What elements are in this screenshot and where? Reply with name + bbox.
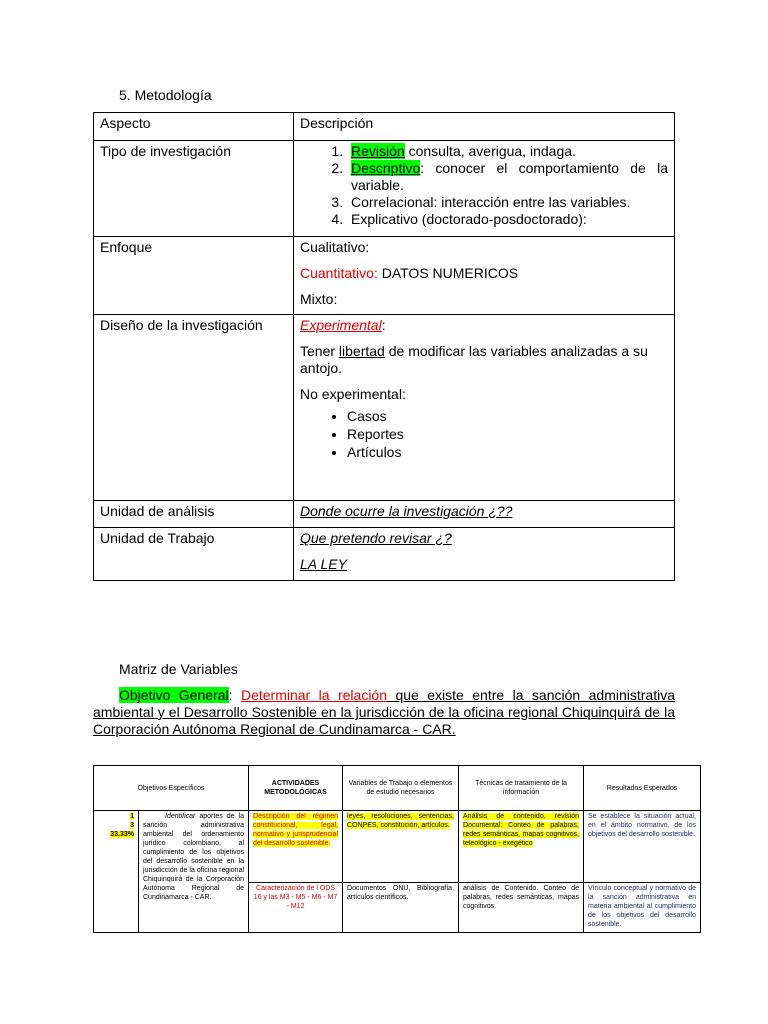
row-diseno <box>94 315 675 501</box>
actividad-1-text: Descripción del régimen constitucional, legal, normativo y jurisprudencial del desarrollo sostenible. <box>253 813 339 847</box>
unidad-analisis-value: Donde ocurre la investigación ¿?? <box>300 503 513 519</box>
row-tipo <box>94 141 675 237</box>
header-objetivos: Objetivos Específicos <box>94 766 249 811</box>
no-experimental-list <box>300 407 668 461</box>
row-number-cell <box>94 811 139 933</box>
list-item: • Reportes <box>347 425 668 443</box>
matriz-title: Matriz de Variables <box>119 661 238 677</box>
row-percent: 33.33% <box>110 831 134 838</box>
cuantitativo-key: Cuantitativo: <box>300 265 378 281</box>
table-header-row <box>94 113 675 141</box>
row-unidad-analisis <box>94 501 675 528</box>
explicativo: Explicativo (doctorado-posdoctorado): <box>351 211 587 227</box>
header-aspecto: Aspecto <box>94 113 294 141</box>
actividad-1 <box>249 811 343 883</box>
tener-b: de modificar las variables analizadas a su antojo. <box>300 343 648 376</box>
determinar-relacion: Determinar la relación <box>240 687 387 703</box>
actividad-2: Caracterización de l ODS 16 y las M3 - M5 - M6 - M7 - M12 <box>249 883 343 933</box>
tener-libertad <box>300 343 668 377</box>
row-number: 1 <box>130 813 134 820</box>
variable-2: Documentos ONU, Bibliografía, artículos científicos. <box>343 883 459 933</box>
objetivo-especifico-text: aportes de la sanción administrativa ambiental del ordenamiento jurídico colombiano, al cumplimiento de los objetivos del desarrollo sostenible en la jurisdicción de la oficina regional Chiquinquirá de la Corporación Autónoma Regional de Cundinamarca - CAR. <box>143 813 245 901</box>
row-enfoque <box>94 237 675 315</box>
table-row <box>94 811 701 883</box>
unidad-trabajo-label: Unidad de Trabajo <box>94 528 294 581</box>
header-descripcion: Descripción <box>294 113 675 141</box>
experimental <box>300 317 668 334</box>
cuantitativo <box>300 265 668 282</box>
tipo-label: Tipo de investigación <box>94 141 294 237</box>
list-item: • Casos <box>347 407 668 425</box>
list-item <box>347 160 668 194</box>
variable-1-text: leyes, resoluciones, sentencias, CONPES, constitución, artículos. <box>347 813 455 829</box>
no-experimental: No experimental: <box>300 386 406 402</box>
methodology-table <box>93 112 675 581</box>
tecnica-1-text: Análisis de contenido, revisión Documental: Conteo de palabras, redes semánticas, mapas cognitivos, teleológico - exegético <box>463 813 580 847</box>
diseno-label: Diseño de la investigación <box>94 315 294 501</box>
objetivo-rest: que existe entre la sanción administrativa ambiental y el Desarrollo Sostenible en la jurisdicción de la oficina regional Chiquinquirá de la Corporación Autónoma Regional de Cundinamarca - CAR. <box>93 687 675 737</box>
objetivo-label: Objetivo General <box>119 687 229 703</box>
objetivo-especifico <box>139 811 249 933</box>
header-resultados: Resultados Esperados <box>584 766 701 811</box>
variables-table <box>93 765 701 933</box>
revision-key: Revisión <box>351 143 405 159</box>
unidad-trabajo-value: Que pretendo revisar ¿? <box>300 530 452 546</box>
la-ley: LA LEY <box>300 556 347 572</box>
tipo-list-cell <box>294 141 675 237</box>
correlacional: Correlacional: interacción entre las variables. <box>351 194 631 210</box>
row-unidad-trabajo <box>94 528 675 581</box>
libertad: libertad <box>338 343 385 359</box>
tener-a: Tener <box>300 343 339 359</box>
cualitativo: Cualitativo: <box>300 239 370 255</box>
enfoque-label: Enfoque <box>94 237 294 315</box>
resultado-1: Se establece la situación actual, en el ámbito normativo, de los objetivos del desarrollo sostenible. <box>584 811 701 883</box>
list-item <box>347 211 668 228</box>
header-variables: Variables de Trabajo o elementos de estudio necesarios <box>343 766 459 811</box>
objetivo-colon: : <box>228 687 233 703</box>
header-actividades: ACTIVIDADES METODOLÓGICAS <box>249 766 343 811</box>
tecnica-1 <box>459 811 584 883</box>
descriptivo-rest: : conocer el comportamiento de la variable. <box>351 160 668 193</box>
list-item <box>347 194 668 211</box>
cuantitativo-value: DATOS NUMERICOS <box>377 265 519 281</box>
resultado-2: Vínculo conceptual y normativo de la sanción administrativa en materia ambiental al cumplimiento de los objetivos del desarrollo sostenible. <box>584 883 701 933</box>
experimental-colon: : <box>381 317 386 333</box>
tipo-list <box>300 143 668 228</box>
mixto: Mixto: <box>300 291 338 307</box>
tecnica-2: análisis de Contenido. Conteo de palabras, redes semánticas, mapas cognitivos. <box>459 883 584 933</box>
row-number-2: 3 <box>130 822 134 829</box>
descriptivo-key: Descriptivo <box>351 160 421 176</box>
objetivo-general <box>93 687 675 738</box>
experimental-key: Experimental <box>300 317 382 333</box>
identificar: Identificar <box>165 813 196 820</box>
revision-rest: consulta, averigua, indaga. <box>404 143 576 159</box>
header-tecnicas: Técnicas de tratamiento de la información <box>459 766 584 811</box>
unidad-analisis-label: Unidad de análisis <box>94 501 294 528</box>
list-item: • Artículos <box>347 443 668 461</box>
var-header-row <box>94 766 701 811</box>
variable-1 <box>343 811 459 883</box>
section-title: 5. Metodología <box>119 87 212 103</box>
list-item <box>347 143 668 160</box>
